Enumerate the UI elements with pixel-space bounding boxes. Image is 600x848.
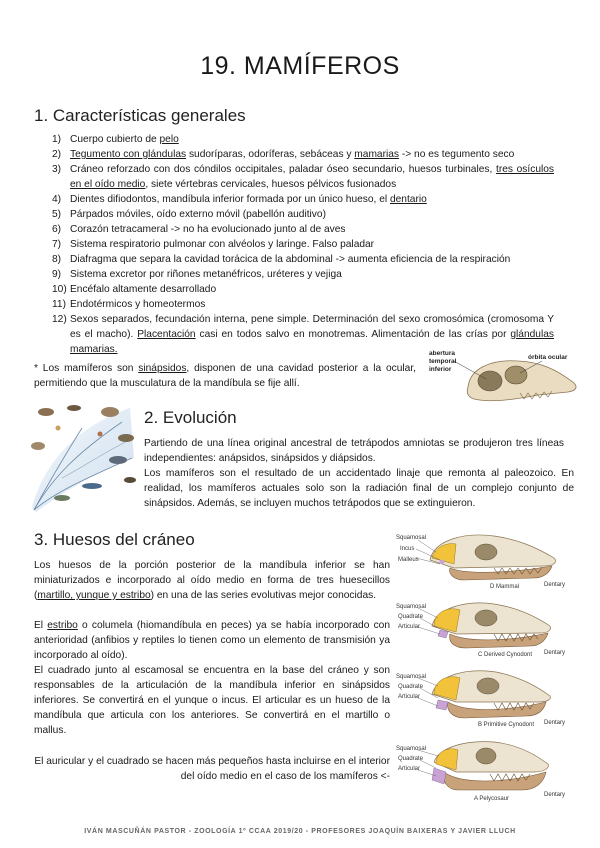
characteristic-segment: Endotérmicos y homeotermos (70, 299, 206, 310)
skull-mammal-label-1: Squamosal (396, 535, 427, 541)
characteristic-number: 3) (52, 164, 62, 175)
section-heading-huesos: 3. Huesos del cráneo (34, 530, 195, 549)
characteristic-segment: Sistema excretor por riñones metanéfricos, uréteres y vejiga (70, 269, 342, 280)
characteristic-number: 9) (52, 269, 62, 280)
skull-pelycosaur-label-1: Squamosal (396, 746, 427, 752)
characteristic-item (52, 267, 554, 282)
characteristic-number: 7) (52, 239, 62, 250)
characteristics-list (52, 132, 554, 357)
skull-p1-pre: Los huesos de la porción posterior de la mandíbula inferior se han miniaturizados e incorporado al oído medio en forma de tres huesecillos ( (34, 560, 390, 601)
skull-p2-underlined: estribo (47, 620, 78, 631)
skull-primitive-label-1: Squamosal (396, 674, 427, 680)
characteristic-segment: casi en todos salvo en monotremas. Alimentación de las crías por (195, 329, 511, 340)
characteristic-underlined: pelo (159, 134, 179, 145)
characteristic-segment: Sistema respiratorio pulmonar con alvéolos y laringe. Falso paladar (70, 239, 375, 250)
characteristic-underlined: tres osículos en el oído medio (70, 164, 555, 190)
skull-mammal-caption: D Mammal (490, 584, 520, 590)
skull-primitive-label-2: Quadrate (398, 684, 424, 690)
characteristic-item (52, 132, 554, 147)
characteristic-item (52, 207, 554, 222)
skull-p1-post: ) en una de las series evolutivas mejor conocidas. (150, 590, 377, 601)
characteristic-number: 5) (52, 209, 62, 220)
skull-derived-label-1: Squamosal (396, 604, 427, 610)
skull-series-figure (394, 530, 570, 808)
characteristic-number: 12) (52, 314, 67, 325)
skull-p2-pre: El (34, 620, 48, 631)
characteristic-underlined: glándulas mamarias. (70, 329, 554, 355)
characteristic-segment: Cráneo reforzado con dos cóndilos occipitales, paladar óseo secundario, huesos turbinales, (70, 164, 496, 175)
skull-mammal-label-2: Incus (400, 546, 415, 552)
skull-pelycosaur-label-2: Quadrate (398, 756, 424, 762)
characteristic-text (70, 192, 554, 207)
section-heading-evolucion: 2. Evolución (144, 408, 237, 427)
note-text-pre: * Los mamíferos son (34, 363, 139, 374)
characteristic-text (70, 237, 554, 252)
characteristic-item (52, 297, 554, 312)
characteristic-text (70, 297, 554, 312)
characteristic-text (70, 222, 554, 237)
characteristic-underlined: Tegumento con glándulas (70, 149, 187, 160)
characteristic-text (70, 147, 554, 162)
characteristic-text (70, 207, 554, 222)
characteristic-item (52, 252, 554, 267)
characteristic-item (52, 192, 554, 207)
label-inferior: inferior (429, 366, 452, 373)
label-temporal: temporal (429, 358, 457, 365)
skull-pelycosaur-caption: A Pelycosaur (474, 796, 510, 802)
characteristic-segment: Párpados móviles, oído externo móvil (pabellón auditivo) (70, 209, 326, 220)
skull-pelycosaur-dentary: Dentary (544, 792, 566, 798)
characteristic-underlined: dentario (389, 194, 427, 205)
characteristic-segment: sudoríparas, odoríferas, sebáceas y (186, 149, 355, 160)
skull-paragraph-2 (34, 618, 390, 663)
characteristic-segment: Corazón tetracameral -> no ha evolucionado junto al de aves (70, 224, 346, 235)
skull-derived-cynodont (396, 603, 565, 658)
note-text-underlined: sinápsidos (138, 363, 187, 374)
characteristic-number: 1) (52, 134, 62, 145)
characteristic-text (70, 282, 554, 297)
characteristic-underlined: Placentación (137, 329, 196, 340)
skull-derived-caption: C Derived Cynodont (478, 652, 533, 658)
characteristic-item (52, 147, 554, 162)
skull-mammal-dentary: Dentary (544, 582, 566, 588)
characteristic-item (52, 282, 554, 297)
characteristic-number: 4) (52, 194, 62, 205)
evolution-tree-figure (22, 398, 140, 518)
characteristic-segment: Encéfalo altamente desarrollado (70, 284, 217, 295)
characteristic-segment: Cuerpo cubierto de (70, 134, 160, 145)
skull-primitive-caption: B Primitive Cynodont (478, 722, 535, 728)
characteristic-item (52, 222, 554, 237)
evolution-paragraph-1: Partiendo de una línea original ancestral de tetrápodos amniotas se produjeron tres líneas independientes: anápsidos, sinápsidos y diápsidos. (144, 438, 564, 464)
evolution-paragraph-2: Los mamíferos son el resultado de un accidentado linaje que remonta al paleozoico. En realidad, los mamíferos actuales solo son la radiación final de un complejo conjunto de sinápsidos. Además, se incluyen muchos tetrápodos que se extinguieron. (144, 468, 574, 509)
skull-p1-underlined: martillo, yunque y estribo (37, 590, 151, 601)
skull-mammal (396, 535, 565, 590)
characteristic-segment: -> no es tegumento seco (399, 149, 515, 160)
skull-derived-dentary: Dentary (544, 650, 566, 656)
characteristic-number: 2) (52, 149, 62, 160)
characteristic-number: 8) (52, 254, 62, 265)
skull-derived-label-2: Quadrate (398, 614, 424, 620)
characteristic-segment: Sexos separados, fecundación interna, pene simple. Determinación del sexo cromosómica (cromosoma Y es el macho). (70, 314, 554, 340)
skull-paragraph-1 (34, 558, 390, 603)
characteristic-text (70, 132, 554, 147)
skull-primitive-dentary: Dentary (544, 720, 566, 726)
section-heading-caracteristicas: 1. Características generales (34, 106, 246, 125)
skull-paragraph-4: El auricular y el cuadrado se hacen más pequeños hasta incluirse en el interior del oído medio en el caso de los mamíferos <- (34, 756, 390, 782)
synapsid-note (34, 361, 416, 391)
skull-paragraph-3: El cuadrado junto al escamosal se encuentra en la base del cráneo y son responsables de la articulación de la mandíbula inferior en sinápsidos inferiores. Se convertirá en el yunque o incus. El articular es un hueso de la mandíbula que articula con los anteriores. Se convertirá en el martillo o mallus. (34, 665, 390, 736)
page-title: 19. MAMÍFEROS (200, 52, 400, 80)
page-footer: IVÁN MASCUÑÁN PASTOR - ZOOLOGÍA 1º CCAA 2019/20 - PROFESORES JOAQUÍN BAIXERAS Y JAVIER LLUCH (84, 828, 516, 835)
characteristic-segment: Diafragma que separa la cavidad torácica de la abdominal -> aumenta eficiencia de la respiración (70, 254, 511, 265)
label-orbita: órbita ocular (528, 354, 568, 361)
characteristic-segment: Dientes difiodontos, mandíbula inferior formada por un único hueso, el (70, 194, 390, 205)
synapsid-skull-figure (428, 347, 584, 409)
skull-pelycosaur (396, 742, 565, 802)
skull-primitive-cynodont (396, 671, 565, 728)
skull-p2-post: o columela (hiomandíbula en peces) ya se había incorporado con anterioridad (anfibios y reptiles lo tienen como un elemento de transmisión ya incorporado al oído). (34, 620, 391, 661)
skull-primitive-label-3: Articular (398, 694, 421, 700)
characteristic-text (70, 252, 554, 267)
characteristic-number: 6) (52, 224, 62, 235)
skull-pelycosaur-label-3: Articular (398, 766, 421, 772)
label-abertura: abertura (429, 350, 456, 357)
characteristic-text (70, 267, 554, 282)
characteristic-item (52, 237, 554, 252)
characteristic-item (52, 162, 554, 192)
characteristic-segment: , siete vértebras cervicales, huesos pélvicos fusionados (145, 179, 397, 190)
characteristic-number: 11) (52, 299, 66, 310)
skull-derived-label-3: Articular (398, 624, 421, 630)
characteristic-number: 10) (52, 284, 67, 295)
note-text-post: , disponen de una cavidad posterior a la ocular, permitiendo que la musculatura de la mandíbula se fije allí. (34, 363, 416, 389)
skull-mammal-label-3: Malleus (398, 557, 419, 563)
characteristic-text (70, 162, 554, 192)
characteristic-underlined: mamarias (354, 149, 400, 160)
